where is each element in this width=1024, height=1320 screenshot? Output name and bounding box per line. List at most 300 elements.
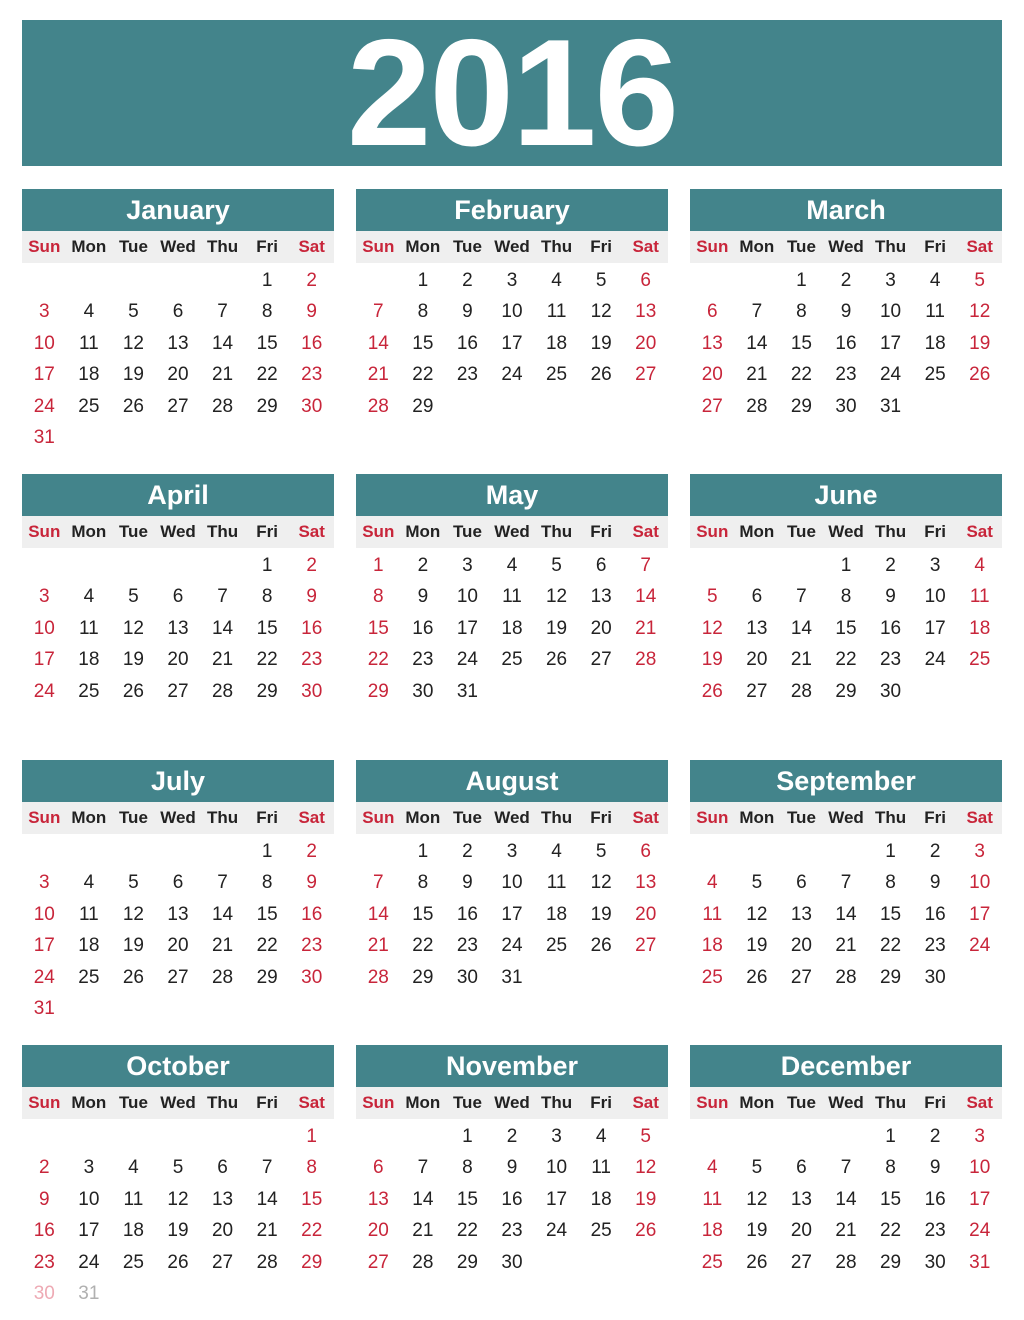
day-cell: 23 [301,649,323,671]
weekday-header-row [356,516,668,548]
month-december [690,1045,1002,1278]
day-cell: 28 [211,966,234,988]
weekday-header-row [690,1087,1002,1119]
day-cell: 28 [367,966,389,988]
day-cell: 16 [301,617,323,639]
month-name: August [356,760,668,802]
day-cell: 16 [456,332,478,354]
day-cell: 9 [306,872,317,894]
day-cell: 4 [83,586,95,608]
day-cell: 24 [924,649,946,671]
day-cell: 18 [545,332,568,354]
day-grid [690,1119,1002,1278]
day-cell: 20 [790,935,812,957]
day-cell: 29 [367,680,389,702]
day-cell: 23 [924,1220,946,1242]
day-cell: 20 [211,1220,234,1242]
day-cell: 3 [83,1157,95,1179]
day-cell: 12 [545,586,568,608]
day-cell: 23 [835,364,857,386]
weekday-label: Sun [28,1093,61,1112]
empty-day-cell [245,1121,290,1152]
day-cell: 30 [879,680,902,702]
day-cell: 18 [924,332,946,354]
day-cell: 24 [879,364,902,386]
day-cell: 8 [417,301,429,323]
day-cell: 21 [211,935,234,957]
day-cell: 16 [501,1188,523,1210]
day-cell: 20 [167,935,189,957]
month-september [690,760,1002,993]
day-cell: 7 [372,872,384,894]
day-cell: 24 [501,364,523,386]
day-cell: 15 [412,903,434,925]
day-cell: 29 [879,1251,902,1273]
day-cell: 8 [306,1157,317,1179]
weekday-label: Sun [696,808,729,827]
day-cell: 31 [33,997,55,1019]
day-cell: 11 [78,332,99,354]
day-cell: 24 [969,1220,991,1242]
day-cell: 9 [306,586,317,608]
day-cell: 17 [969,903,991,925]
day-cell: 7 [840,1157,852,1179]
day-cell: 16 [301,332,323,354]
day-cell: 10 [969,1157,991,1179]
day-cell: 29 [412,395,434,417]
day-cell: 11 [123,1188,144,1210]
weekday-label: Sun [362,237,395,256]
day-cell: 24 [456,649,478,671]
empty-day-cell [735,550,780,581]
month-may [356,474,668,707]
day-cell: 4 [128,1157,139,1179]
day-cell: 30 [924,1251,946,1273]
month-name: June [690,474,1002,516]
weekday-label: Thu [540,808,573,827]
weekday-label: Sun [696,522,729,541]
day-cell: 29 [456,1251,478,1273]
day-cell: 9 [462,301,473,323]
day-cell: 14 [367,332,389,354]
day-cell: 15 [879,1188,902,1210]
weekday-label: Wed [828,522,864,541]
day-cell: 22 [879,1220,902,1242]
weekday-label: Mon [405,237,441,256]
day-cell: 10 [33,903,55,925]
day-cell: 8 [885,1157,896,1179]
day-cell: 5 [974,270,985,291]
day-cell: 3 [462,555,473,576]
day-cell: 4 [551,270,562,291]
day-cell: 9 [929,1157,941,1179]
day-cell: 14 [835,903,857,925]
day-cell: 22 [456,1220,478,1242]
weekday-label: Thu [540,237,573,256]
day-cell: 2 [38,1157,50,1179]
day-cell: 28 [746,395,768,417]
day-cell: 10 [33,617,55,639]
day-cell: 10 [969,872,991,894]
day-cell: 22 [367,649,389,671]
day-cell: 11 [702,903,723,925]
day-cell: 5 [172,1157,184,1179]
day-cell: 31 [501,966,523,988]
weekday-label: Wed [160,808,196,827]
day-cell: 6 [595,555,607,576]
year-banner [22,8,1002,178]
empty-day-cell [356,1121,401,1152]
day-cell: 14 [412,1188,434,1210]
day-grid [690,548,1002,707]
day-cell: 4 [83,872,95,894]
month-january [22,189,334,453]
day-cell: 13 [790,903,812,925]
weekday-label: Mon [405,522,441,541]
weekday-label: Thu [206,522,239,541]
day-cell: 4 [551,841,562,862]
day-cell: 18 [501,617,523,639]
empty-day-cell [111,550,156,581]
weekday-label: Wed [828,1093,864,1112]
weekday-header-row [690,231,1002,263]
day-cell: 8 [417,872,429,894]
weekday-header-row [356,802,668,834]
day-cell: 4 [83,301,95,323]
weekday-header-row [22,1087,334,1119]
weekday-label: Tue [452,808,482,827]
empty-day-cell [156,265,201,296]
empty-day-cell [111,836,156,867]
day-cell: 31 [456,680,478,702]
weekday-label: Tue [118,522,148,541]
day-cell: 25 [545,364,568,386]
day-cell: 2 [929,1126,941,1147]
month-july [22,760,334,1024]
day-cell: 21 [835,935,857,957]
day-cell: 13 [167,332,189,354]
day-cell: 8 [796,301,807,323]
empty-day-cell [22,1121,67,1152]
day-cell: 13 [167,617,189,639]
day-cell: 14 [746,332,768,354]
weekday-label: Sun [28,522,61,541]
day-cell: 7 [751,301,763,323]
day-cell: 27 [167,395,189,417]
day-cell: 9 [417,586,429,608]
weekday-label: Sun [362,808,395,827]
day-cell: 9 [462,872,473,894]
day-cell: 22 [301,1220,323,1242]
day-cell: 1 [306,1126,317,1147]
day-cell: 20 [590,617,612,639]
day-cell: 24 [501,935,523,957]
month-november [356,1045,668,1278]
day-cell: 30 [835,395,857,417]
day-cell: 22 [412,364,434,386]
day-grid [690,263,1002,422]
day-cell: 31 [33,426,55,448]
weekday-label: Sun [362,1093,395,1112]
day-cell: 26 [635,1220,657,1242]
day-cell: 22 [790,364,812,386]
day-cell: 18 [122,1220,144,1242]
weekday-label: Sat [966,522,993,541]
empty-day-cell [67,1121,112,1152]
day-cell: 29 [256,966,278,988]
day-cell: 15 [256,332,278,354]
day-cell: 26 [122,395,144,417]
day-cell: 16 [412,617,434,639]
day-cell: 29 [835,680,857,702]
day-cell: 16 [879,617,902,639]
month-name: April [22,474,334,516]
day-cell: 5 [595,841,607,862]
empty-day-cell [111,265,156,296]
day-cell: 6 [372,1157,384,1179]
day-cell: 15 [456,1188,478,1210]
day-grid [22,263,334,453]
day-cell: 2 [462,841,473,862]
day-cell: 3 [38,586,50,608]
day-cell: 11 [702,1188,723,1210]
weekday-header-row [356,1087,668,1119]
weekday-label: Sat [632,522,659,541]
weekday-label: Sat [298,522,325,541]
day-cell: 13 [367,1188,389,1210]
day-cell: 18 [78,935,100,957]
day-cell: 15 [301,1188,323,1210]
day-cell: 14 [256,1188,278,1210]
day-cell: 22 [256,935,278,957]
day-cell: 15 [256,903,278,925]
day-cell: 16 [456,903,478,925]
day-cell: 25 [78,966,100,988]
weekday-label: Sun [696,237,729,256]
day-cell: 12 [701,617,723,639]
day-cell: 2 [306,841,317,862]
weekday-label: Wed [494,808,530,827]
weekday-label: Mon [739,237,775,256]
day-cell: 2 [462,270,473,291]
day-cell: 7 [840,872,852,894]
day-cell: 27 [635,935,657,957]
weekday-label: Sat [966,808,993,827]
empty-day-cell [111,1121,156,1152]
weekday-label: Mon [71,808,107,827]
day-cell: 27 [790,966,812,988]
day-cell: 19 [590,903,612,925]
day-cell: 10 [78,1188,100,1210]
day-cell: 6 [172,301,184,323]
month-name: July [22,760,334,802]
month-name: March [690,189,1002,231]
day-cell: 10 [33,332,55,354]
day-cell: 1 [417,841,429,862]
day-cell: 3 [551,1126,562,1147]
day-cell: 15 [367,617,389,639]
day-cell: 24 [545,1220,568,1242]
day-cell: 26 [590,364,612,386]
day-grid [356,1119,668,1278]
day-cell: 16 [33,1220,55,1242]
day-cell: 24 [969,935,991,957]
day-cell: 18 [701,935,723,957]
weekday-label: Thu [206,237,239,256]
weekday-label: Wed [828,237,864,256]
day-cell: 28 [211,680,234,702]
day-cell: 25 [701,1251,723,1273]
month-april [22,474,334,707]
day-cell: 27 [746,680,768,702]
day-cell: 27 [167,966,189,988]
day-cell: 19 [590,332,612,354]
day-cell: 11 [78,617,99,639]
day-cell: 3 [974,1126,985,1147]
day-cell: 8 [462,1157,473,1179]
month-name: October [22,1045,334,1087]
day-cell: 19 [167,1220,189,1242]
day-cell: 31 [969,1251,991,1273]
day-cell: 6 [172,586,184,608]
day-cell: 9 [929,872,941,894]
day-cell: 11 [969,586,990,608]
day-cell: 11 [546,301,567,323]
day-cell: 30 [33,1282,55,1304]
weekday-label: Mon [71,237,107,256]
weekday-label: Mon [739,808,775,827]
day-cell: 16 [301,903,323,925]
day-cell: 15 [412,332,434,354]
empty-day-cell [824,836,869,867]
day-cell: 1 [261,270,273,291]
day-cell: 3 [38,872,50,894]
day-cell: 3 [974,841,985,862]
day-cell: 26 [590,935,612,957]
day-cell: 26 [746,966,768,988]
day-cell: 17 [924,617,946,639]
day-cell: 10 [924,586,946,608]
weekday-label: Sun [696,1093,729,1112]
day-cell: 8 [261,301,273,323]
weekday-header-row [22,231,334,263]
day-cell: 25 [78,680,100,702]
day-cell: 30 [301,966,323,988]
empty-day-cell [690,265,735,296]
day-cell: 19 [122,364,144,386]
day-cell: 28 [412,1251,434,1273]
day-cell: 20 [790,1220,812,1242]
day-cell: 8 [840,586,852,608]
day-cell: 28 [790,680,812,702]
weekday-header-row [690,802,1002,834]
weekday-label: Wed [494,237,530,256]
day-cell: 26 [969,364,991,386]
day-cell: 7 [640,555,651,576]
day-cell: 29 [790,395,812,417]
day-cell: 1 [261,555,273,576]
day-cell: 2 [417,555,429,576]
day-cell: 16 [835,332,857,354]
day-cell: 30 [456,966,478,988]
weekday-label: Fri [590,808,612,827]
weekday-label: Thu [206,1093,239,1112]
month-march [690,189,1002,422]
weekday-label: Tue [452,522,482,541]
day-cell: 7 [217,586,228,608]
day-cell: 10 [545,1157,568,1179]
day-cell: 21 [635,617,657,639]
day-cell: 19 [701,649,723,671]
empty-day-cell [356,836,401,867]
day-cell: 7 [372,301,384,323]
day-cell: 17 [33,364,55,386]
empty-day-cell [67,550,112,581]
day-cell: 6 [172,872,184,894]
weekday-label: Sat [632,237,659,256]
day-cell: 14 [211,617,234,639]
day-cell: 5 [595,270,607,291]
weekday-label: Thu [206,808,239,827]
month-february [356,189,668,422]
day-cell: 12 [122,617,144,639]
day-cell: 15 [790,332,812,354]
day-cell: 24 [33,966,55,988]
day-cell: 31 [78,1282,100,1304]
weekday-label: Wed [494,522,530,541]
day-cell: 19 [746,935,768,957]
day-cell: 5 [706,586,718,608]
weekday-label: Fri [590,1093,612,1112]
day-cell: 9 [885,586,896,608]
weekday-label: Thu [874,1093,907,1112]
weekday-label: Wed [160,522,196,541]
day-cell: 13 [635,872,657,894]
day-cell: 29 [256,395,278,417]
day-cell: 21 [367,364,389,386]
day-cell: 10 [879,301,902,323]
day-cell: 13 [701,332,723,354]
day-cell: 22 [412,935,434,957]
day-cell: 21 [256,1220,278,1242]
day-cell: 3 [38,301,50,323]
day-cell: 20 [746,649,768,671]
day-cell: 7 [417,1157,429,1179]
month-name: May [356,474,668,516]
day-cell: 21 [211,649,234,671]
empty-day-cell [690,836,735,867]
empty-day-cell [779,836,824,867]
weekday-label: Tue [786,237,816,256]
day-cell: 21 [367,935,389,957]
day-cell: 3 [929,555,941,576]
day-cell: 22 [256,364,278,386]
day-cell: 2 [306,270,317,291]
day-cell: 21 [835,1220,857,1242]
day-cell: 17 [545,1188,568,1210]
day-cell: 17 [33,649,55,671]
day-cell: 12 [590,872,612,894]
day-cell: 18 [78,364,100,386]
day-cell: 5 [128,872,139,894]
weekday-label: Tue [786,1093,816,1112]
day-cell: 25 [701,966,723,988]
day-cell: 25 [78,395,100,417]
empty-day-cell [200,265,245,296]
day-cell: 25 [969,649,991,671]
day-cell: 10 [501,301,523,323]
empty-day-cell [156,550,201,581]
